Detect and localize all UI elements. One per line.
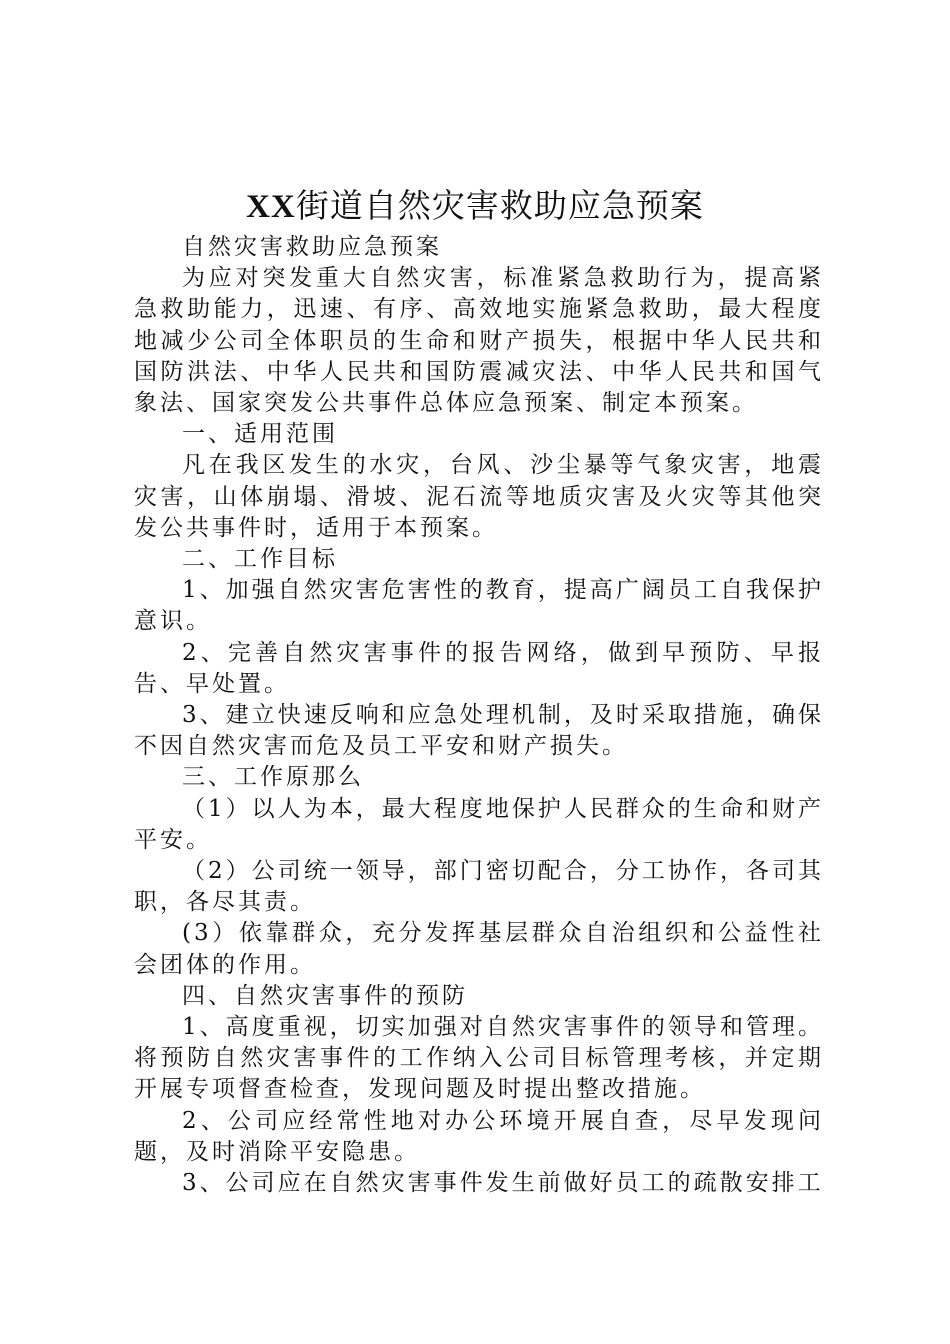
section-heading: 三、工作原那么 — [182, 764, 364, 791]
list-item: (3）依靠群众，充分发挥基层群众自治组织和公益性社会团体的作用。 — [134, 920, 824, 978]
subtitle-paragraph: 自然灾害救助应急预案 — [182, 234, 442, 260]
list-item: 2、公司应经常性地对办公环境开展自查，尽早发现问题，及时消除平安隐患。 — [134, 1107, 824, 1165]
document-title-prefix: XX — [246, 189, 296, 225]
document-body — [134, 232, 824, 1199]
document-title-text: 街道自然灾害救助应急预案 — [295, 186, 704, 225]
list-item: （2）公司统一领导，部门密切配合，分工协作，各司其职，各尽其责。 — [134, 858, 824, 916]
section-heading: 一、适用范围 — [182, 421, 338, 448]
section-heading: 二、工作目标 — [182, 546, 338, 573]
list-item: 1、高度重视，切实加强对自然灾害事件的领导和管理。将预防自然灾害事件的工作纳入公司目标管理考核，并定期开展专项督查检查，发现问题及时提出整改措施。 — [134, 1014, 824, 1103]
list-item: 3、公司应在自然灾害事件发生前做好员工的疏散安排工 — [182, 1170, 824, 1197]
list-item: 2、完善自然灾害事件的报告网络，做到早预防、早报告、早处置。 — [134, 639, 824, 697]
document-title — [0, 182, 950, 231]
list-item: （1）以人为本，最大程度地保护人民群众的生命和财产平安。 — [134, 795, 824, 853]
list-item: 3、建立快速反响和应急处理机制，及时采取措施，确保不因自然灾害而危及员工平安和财产损失。 — [134, 702, 824, 760]
body-paragraph: 凡在我区发生的水灾，台风、沙尘暴等气象灾害，地震灾害，山体崩塌、滑坡、泥石流等地质灾害及火灾等其他突发公共事件时，适用于本预案。 — [134, 452, 824, 541]
body-paragraph: 为应对突发重大自然灾害，标准紧急救助行为，提高紧急救助能力，迅速、有序、高效地实施紧急救助，最大程度地减少公司全体职员的生命和财产损失，根据中华人民共和国防洪法、中华人民共和国防震减灾法、中华人民共和国气象法、国家突发公共事件总体应急预案、制定本预案。 — [134, 265, 824, 417]
list-item: 1、加强自然灾害危害性的教育，提高广阔员工自我保护意识。 — [134, 577, 824, 635]
section-heading: 四、自然灾害事件的预防 — [182, 982, 468, 1009]
